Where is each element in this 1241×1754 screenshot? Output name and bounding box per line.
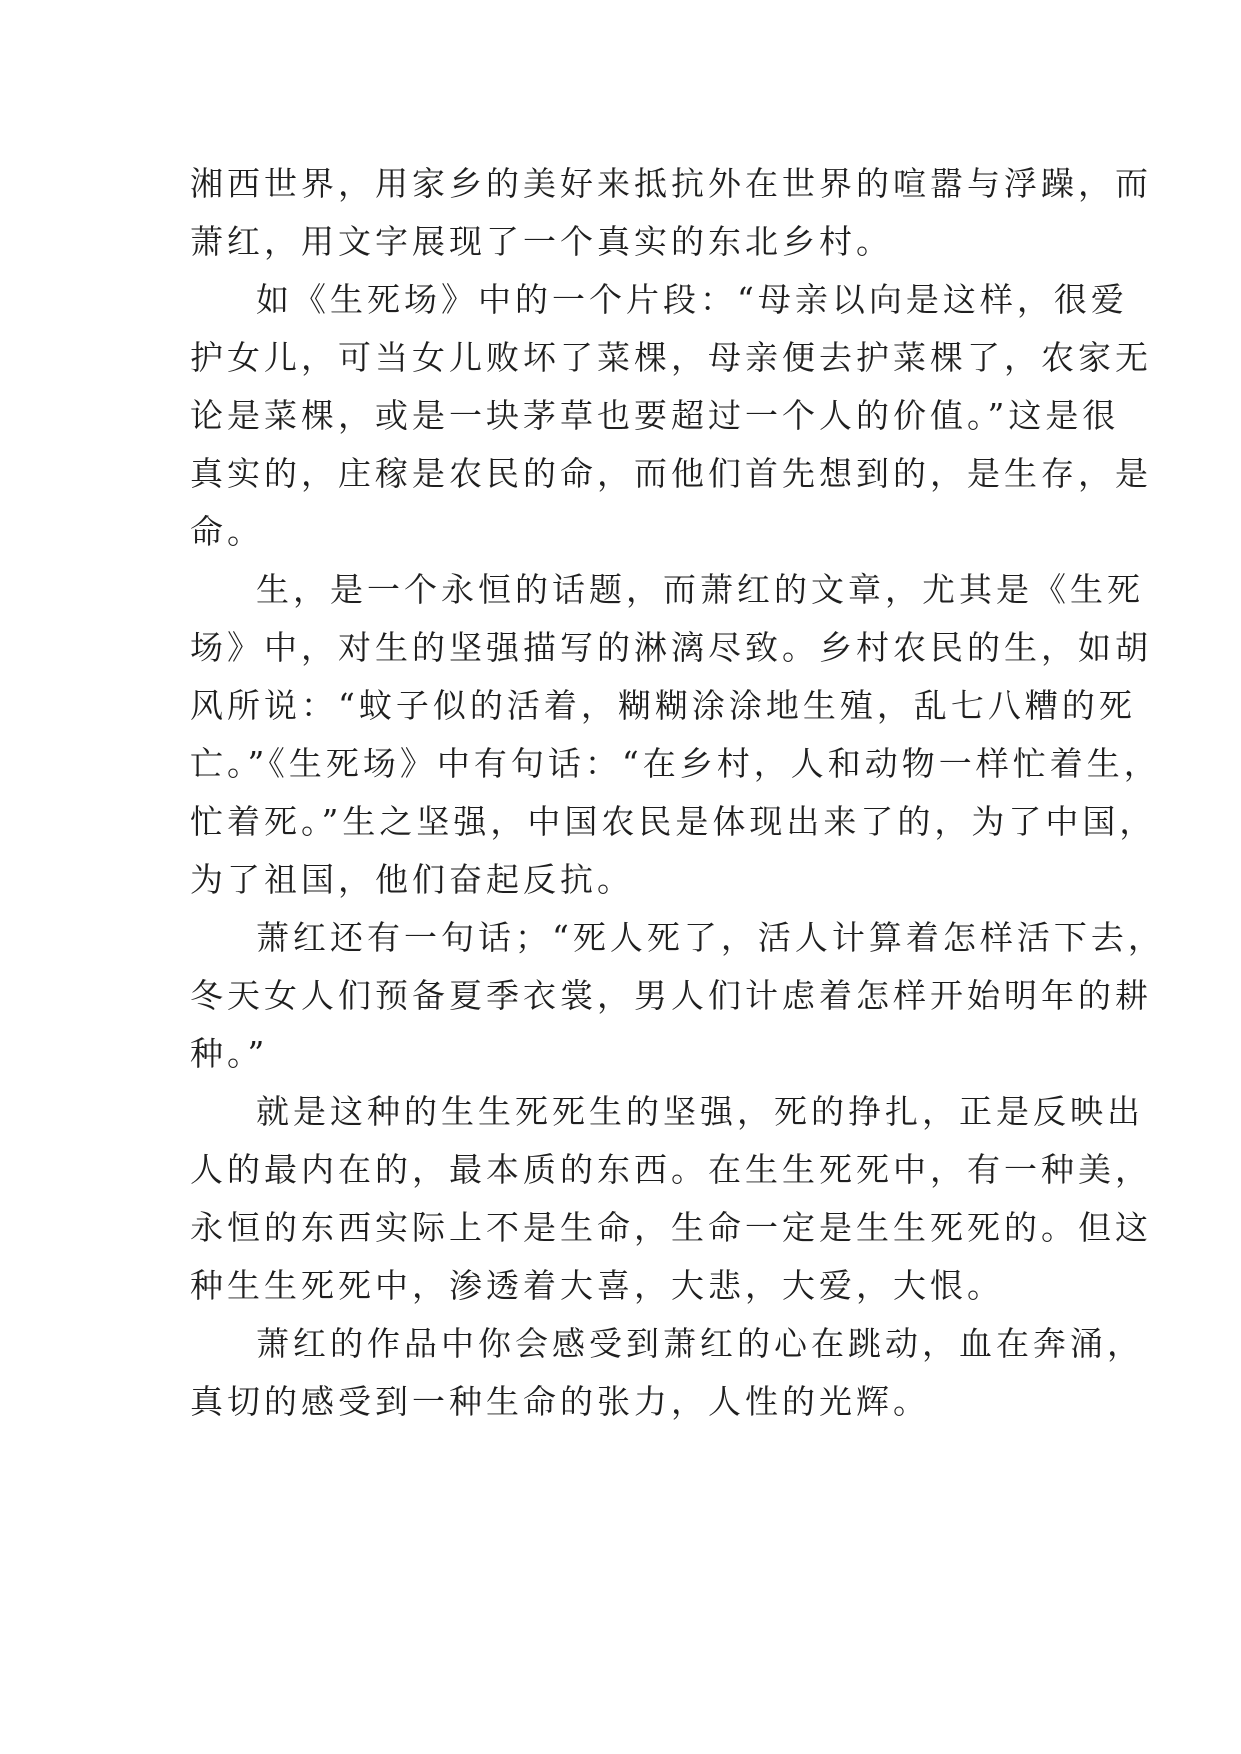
text-line: 亡。”《生死场》中有句话：“在乡村，人和动物一样忙着生， xyxy=(190,744,1161,783)
text-line: 护女儿，可当女儿败坏了菜棵，母亲便去护菜棵了，农家无 xyxy=(190,338,1152,377)
text-line: 冬天女人们预备夏季衣裳，男人们计虑着怎样开始明年的耕 xyxy=(190,976,1152,1015)
paragraph-start-line: 如《生死场》中的一个片段：“母亲以向是这样，很爱 xyxy=(256,280,1128,319)
text-line: 场》中，对生的坚强描写的淋漓尽致。乡村农民的生，如胡 xyxy=(190,628,1152,667)
paragraph-start-line: 萧红的作品中你会感受到萧红的心在跳动，血在奔涌， xyxy=(256,1324,1144,1363)
text-line: 人的最内在的，最本质的东西。在生生死死中，有一种美， xyxy=(190,1150,1152,1189)
text-line: 风所说：“蚊子似的活着，糊糊涂涂地生殖，乱七八糟的死 xyxy=(190,686,1136,725)
text-line: 命。 xyxy=(190,512,264,551)
text-line: 为了祖国，他们奋起反抗。 xyxy=(190,860,634,899)
text-line: 真实的，庄稼是农民的命，而他们首先想到的，是生存，是 xyxy=(190,454,1152,493)
paragraph-start-line: 就是这种的生生死死生的坚强，死的挣扎，正是反映出 xyxy=(256,1092,1144,1131)
text-line: 论是菜棵，或是一块茅草也要超过一个人的价值。”这是很 xyxy=(190,396,1120,435)
text-line: 永恒的东西实际上不是生命，生命一定是生生死死的。但这 xyxy=(190,1208,1152,1247)
text-line: 真切的感受到一种生命的张力，人性的光辉。 xyxy=(190,1382,930,1421)
text-line: 种。” xyxy=(190,1034,269,1073)
paragraph-start-line: 萧红还有一句话；“死人死了，活人计算着怎样活下去， xyxy=(256,918,1165,957)
text-line: 种生生死死中，渗透着大喜，大悲，大爱，大恨。 xyxy=(190,1266,1004,1305)
text-line: 萧红，用文字展现了一个真实的东北乡村。 xyxy=(190,222,893,261)
paragraph-start-line: 生，是一个永恒的话题，而萧红的文章，尤其是《生死 xyxy=(256,570,1144,609)
text-line: 湘西世界，用家乡的美好来抵抗外在世界的喧嚣与浮躁，而 xyxy=(190,164,1152,203)
text-line: 忙着死。”生之坚强，中国农民是体现出来了的，为了中国， xyxy=(190,802,1157,841)
